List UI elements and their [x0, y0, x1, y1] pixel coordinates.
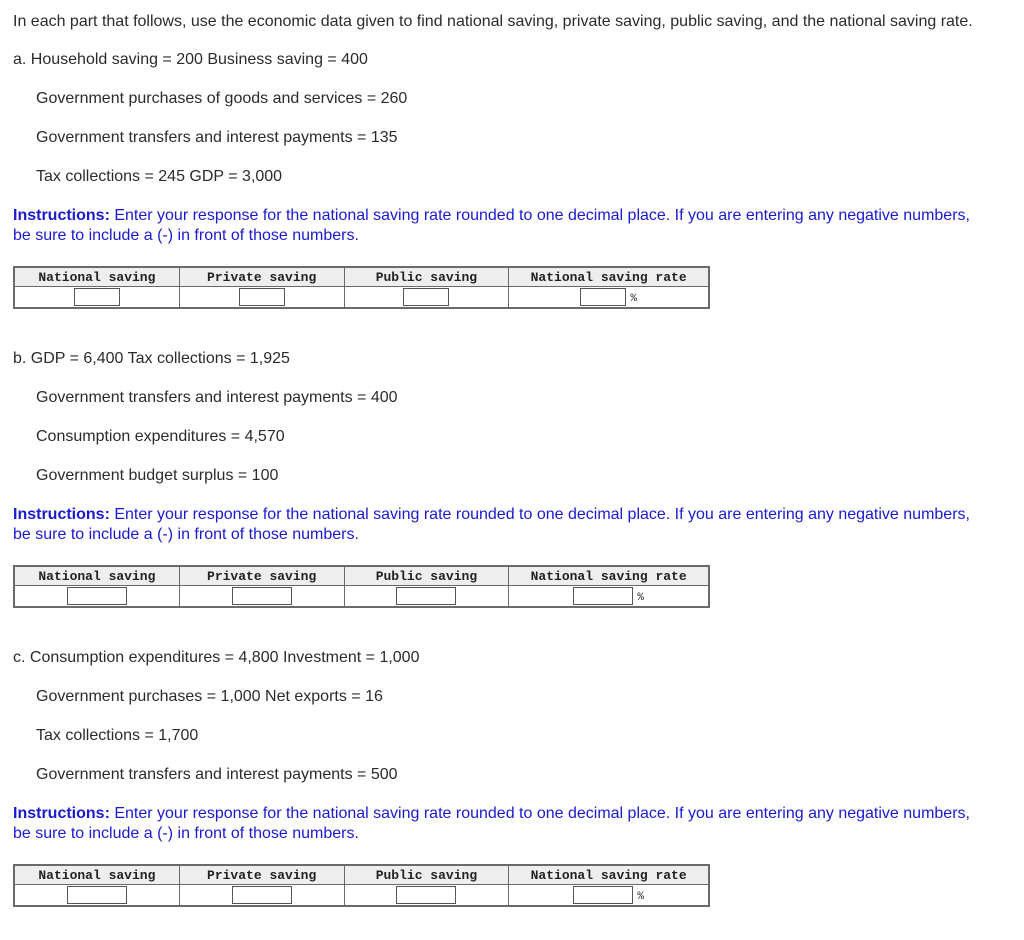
part-c-line-2: Government purchases = 1,000 Net exports = 16	[36, 688, 383, 705]
private-saving-input[interactable]	[232, 886, 292, 904]
header-public-saving: Public saving	[344, 566, 509, 586]
part-a-instructions	[13, 206, 988, 246]
part-b-answer-table	[13, 565, 710, 608]
part-c-line-1: c. Consumption expenditures = 4,800 Investment = 1,000	[13, 649, 420, 666]
cell-public-saving	[344, 885, 509, 907]
cell-private-saving	[179, 885, 344, 907]
private-saving-input[interactable]	[239, 288, 285, 306]
header-private-saving: Private saving	[179, 566, 344, 586]
header-national-saving: National saving	[14, 865, 179, 885]
private-saving-input[interactable]	[232, 587, 292, 605]
part-b	[13, 349, 1013, 608]
national-saving-rate-input[interactable]	[580, 288, 626, 306]
header-public-saving: Public saving	[344, 267, 509, 287]
percent-sign: %	[630, 293, 637, 306]
header-private-saving: Private saving	[179, 267, 344, 287]
cell-national-saving	[14, 586, 179, 608]
part-a-line-2: Government purchases of goods and services = 260	[36, 90, 408, 107]
national-saving-rate-input[interactable]	[573, 886, 633, 904]
instructions-label: Instructions:	[13, 506, 110, 523]
header-national-saving-rate: National saving rate	[509, 865, 709, 885]
part-a-line-3: Government transfers and interest payments = 135	[36, 129, 398, 146]
cell-national-saving-rate	[509, 287, 709, 309]
cell-public-saving	[344, 287, 509, 309]
public-saving-input[interactable]	[403, 288, 449, 306]
percent-sign: %	[637, 592, 644, 605]
header-national-saving: National saving	[14, 566, 179, 586]
part-c	[13, 648, 1013, 907]
part-b-line-2: Government transfers and interest payments = 400	[36, 389, 398, 406]
public-saving-input[interactable]	[396, 587, 456, 605]
cell-national-saving-rate	[509, 586, 709, 608]
cell-national-saving	[14, 287, 179, 309]
cell-private-saving	[179, 287, 344, 309]
cell-private-saving	[179, 586, 344, 608]
national-saving-input[interactable]	[74, 288, 120, 306]
national-saving-input[interactable]	[67, 587, 127, 605]
part-a-line-1: a. Household saving = 200 Business saving = 400	[13, 51, 368, 68]
cell-national-saving	[14, 885, 179, 907]
instructions-label: Instructions:	[13, 805, 110, 822]
header-national-saving-rate: National saving rate	[509, 566, 709, 586]
part-c-instructions	[13, 804, 988, 844]
public-saving-input[interactable]	[396, 886, 456, 904]
header-private-saving: Private saving	[179, 865, 344, 885]
header-public-saving: Public saving	[344, 865, 509, 885]
part-c-line-3: Tax collections = 1,700	[36, 727, 199, 744]
part-b-line-4: Government budget surplus = 100	[36, 467, 279, 484]
part-c-line-4: Government transfers and interest payments = 500	[36, 766, 398, 783]
part-b-line-1: b. GDP = 6,400 Tax collections = 1,925	[13, 350, 290, 367]
instructions-label: Instructions:	[13, 207, 110, 224]
header-national-saving-rate: National saving rate	[509, 267, 709, 287]
national-saving-input[interactable]	[67, 886, 127, 904]
part-b-instructions	[13, 505, 988, 545]
header-national-saving: National saving	[14, 267, 179, 287]
instructions-text: Enter your response for the national saving rate rounded to one decimal place. If you are entering any negative numbers, be sure to include a (-) in front of those numbers.	[13, 506, 970, 543]
part-a	[13, 50, 1013, 309]
percent-sign: %	[637, 891, 644, 904]
cell-public-saving	[344, 586, 509, 608]
part-c-answer-table	[13, 864, 710, 907]
part-b-line-3: Consumption expenditures = 4,570	[36, 428, 285, 445]
cell-national-saving-rate	[509, 885, 709, 907]
part-a-answer-table	[13, 266, 710, 309]
instructions-text: Enter your response for the national saving rate rounded to one decimal place. If you are entering any negative numbers, be sure to include a (-) in front of those numbers.	[13, 207, 970, 244]
instructions-text: Enter your response for the national saving rate rounded to one decimal place. If you are entering any negative numbers, be sure to include a (-) in front of those numbers.	[13, 805, 970, 842]
national-saving-rate-input[interactable]	[573, 587, 633, 605]
question-page	[13, 12, 1013, 907]
part-a-line-4: Tax collections = 245 GDP = 3,000	[36, 168, 283, 185]
question-intro: In each part that follows, use the economic data given to find national saving, private saving, public saving, and the national saving rate.	[13, 13, 973, 30]
